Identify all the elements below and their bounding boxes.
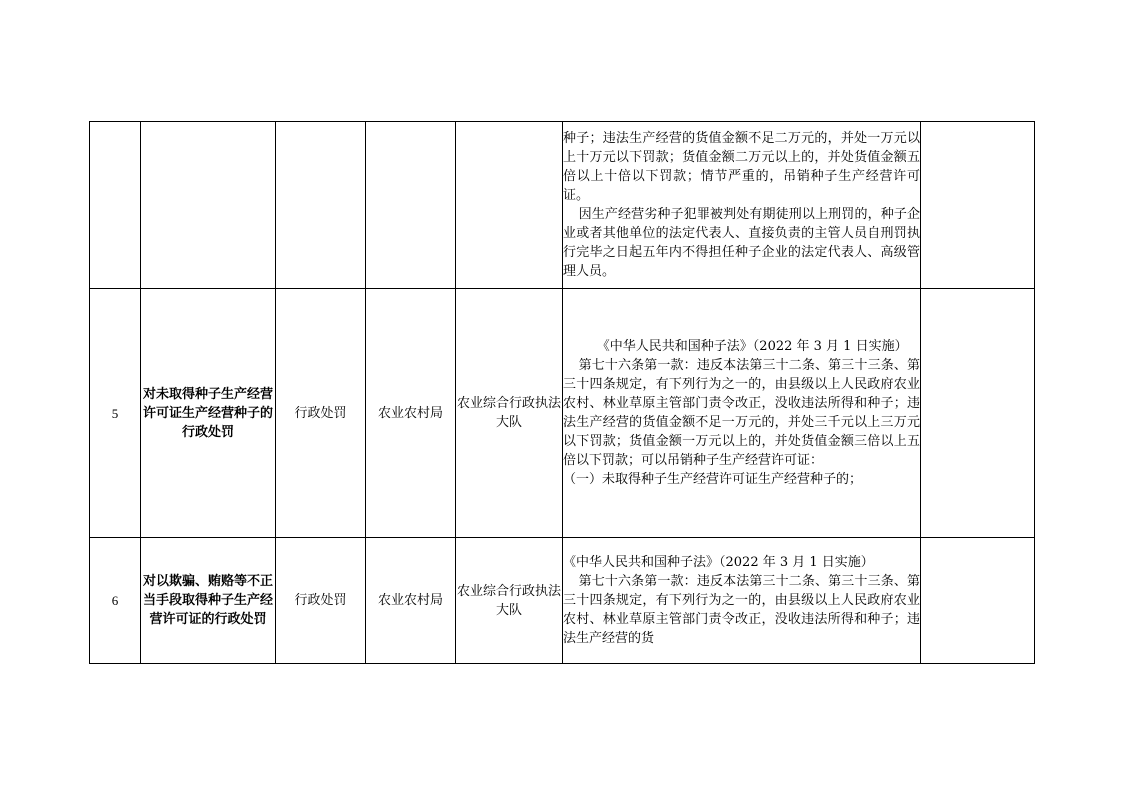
row-number <box>90 122 141 289</box>
department: 农业农村局 <box>366 538 456 664</box>
item-name: 对以欺骗、贿赂等不正当手段取得种子生产经营许可证的行政处罚 <box>141 538 276 664</box>
basis-paragraph: 种子；违法生产经营的货值金额不足二万元的，并处一万元以上十万元以下罚款；货值金额二万元以上的，并处货值金额五倍以上十倍以下罚款；情节严重的，吊销种子生产经营许可证。 <box>563 131 920 203</box>
legal-basis <box>563 122 921 289</box>
row-number: 6 <box>90 538 141 664</box>
table-row <box>90 122 1035 289</box>
executing-unit <box>456 122 563 289</box>
enforcement-table <box>89 121 1035 664</box>
basis-paragraph: 第七十六条第一款：违反本法第三十二条、第三十三条、第三十四条规定，有下列行为之一的，由县级以上人民政府农业农村、林业草原主管部门责令改正，没收违法所得和种子；违法生产经营的货 <box>563 574 920 646</box>
item-name: 对未取得种子生产经营许可证生产经营种子的行政处罚 <box>141 289 276 538</box>
basis-paragraph: （一）未取得种子生产经营许可证生产经营种子的； <box>563 472 863 487</box>
executing-unit: 农业综合行政执法大队 <box>456 289 563 538</box>
basis-paragraph: 第七十六条第一款：违反本法第三十二条、第三十三条、第三十四条规定，有下列行为之一的，由县级以上人民政府农业农村、林业草原主管部门责令改正，没收违法所得和种子；违法生产经营的货值金额不足一万元的，并处三千元以上三万元以下罚款；货值金额一万元以上的，并处货值金额三倍以上五倍以下罚款；可以吊销种子生产经营许可证： <box>563 358 920 468</box>
legal-basis <box>563 289 921 538</box>
remark <box>921 289 1035 538</box>
power-type: 行政处罚 <box>276 289 366 538</box>
remark <box>921 122 1035 289</box>
row-number: 5 <box>90 289 141 538</box>
remark <box>921 538 1035 664</box>
legal-basis <box>563 538 921 664</box>
basis-paragraph: 《中华人民共和国种子法》（2022 年 3 月 1 日实施） <box>563 555 874 570</box>
power-type <box>276 122 366 289</box>
basis-paragraph: 《中华人民共和国种子法》（2022 年 3 月 1 日实施） <box>596 339 908 354</box>
basis-paragraph: 因生产经营劣种子犯罪被判处有期徒刑以上刑罚的，种子企业或者其他单位的法定代表人、直接负责的主管人员自刑罚执行完毕之日起五年内不得担任种子企业的法定代表人、高级管理人员。 <box>563 207 920 279</box>
department: 农业农村局 <box>366 289 456 538</box>
table-row <box>90 538 1035 664</box>
department <box>366 122 456 289</box>
item-name <box>141 122 276 289</box>
table-row <box>90 289 1035 538</box>
power-type: 行政处罚 <box>276 538 366 664</box>
executing-unit: 农业综合行政执法大队 <box>456 538 563 664</box>
